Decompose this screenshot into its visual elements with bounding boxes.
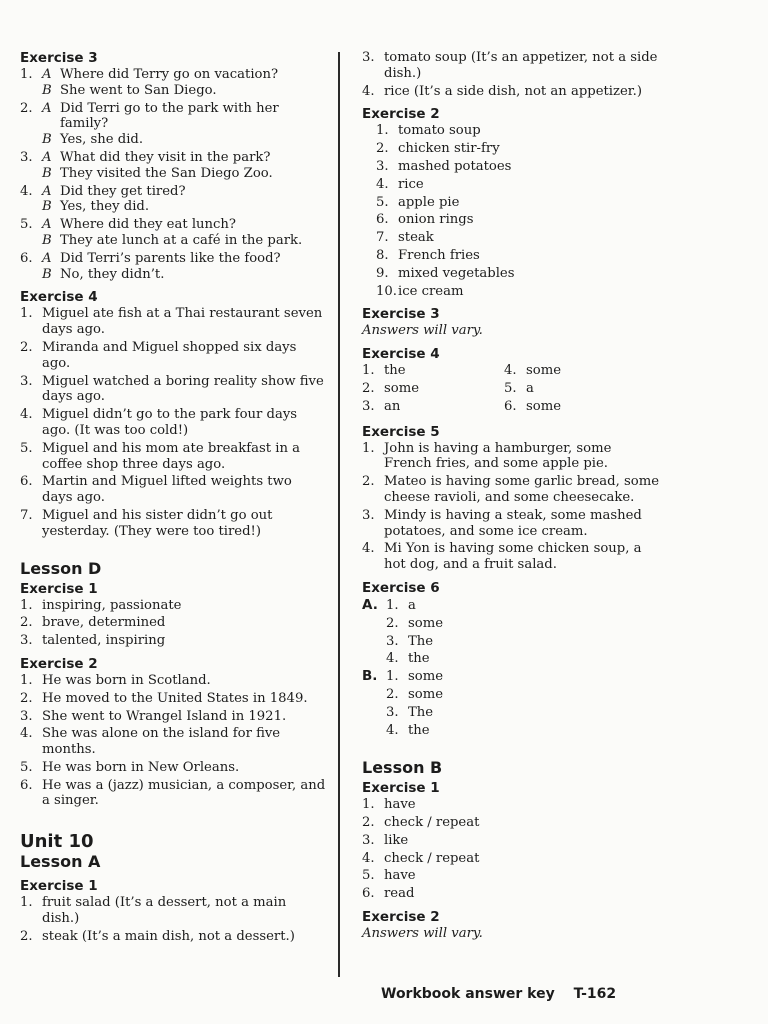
item-number: 6.: [376, 212, 389, 228]
item-text: Miguel and his mom ate breakfast in a coffee shop three days ago.: [42, 440, 300, 472]
item-text: Miguel didn’t go to the park four days ago. (It was too cold!): [42, 407, 298, 438]
question-text: What did they visit in the park?: [60, 149, 271, 165]
item-number: 3.: [386, 633, 399, 649]
list-item: [20, 633, 326, 649]
list-item: [362, 50, 662, 82]
item-number: 3.: [362, 507, 375, 523]
answer-list: [20, 598, 326, 649]
item-number: 1.: [20, 672, 33, 688]
dialog-item: [20, 184, 326, 216]
item-text: mashed potatoes: [398, 158, 512, 174]
answer-text: She went to San Diego.: [60, 82, 217, 98]
item-number: 5.: [20, 440, 33, 456]
answer-text: They visited the San Diego Zoo.: [60, 165, 273, 181]
exercise-4-section: [362, 346, 662, 416]
item-text: rice: [398, 176, 424, 192]
exercise-heading: Exercise 5: [362, 423, 440, 440]
list-item: [20, 508, 326, 540]
item-number: 3.: [20, 373, 33, 389]
dialog-item: [20, 101, 326, 148]
lesson-heading: Lesson A: [20, 852, 101, 872]
item-text: some: [408, 669, 444, 685]
item-number: 3.: [376, 158, 389, 174]
left-column: [20, 50, 326, 952]
group-letter: [362, 722, 386, 740]
answer-text: They ate lunch at a café in the park.: [60, 232, 303, 248]
item-text: Miguel ate fish at a Thai restaurant seven days ago.: [42, 306, 323, 338]
item-number: 1.: [386, 597, 399, 613]
item-number: 7.: [20, 507, 33, 523]
item-text: the: [408, 651, 430, 667]
item-text: brave, determined: [42, 615, 166, 631]
list-item: [362, 230, 662, 246]
lesson-b-exercise-2-section: [362, 909, 662, 942]
exercise-heading: Exercise 1: [20, 580, 98, 597]
group-letter: [362, 615, 386, 633]
question-text: Did they get tired?: [60, 183, 186, 199]
item-text: The: [408, 633, 434, 649]
item-number: 1.: [362, 797, 375, 813]
item-number: 1.: [376, 123, 389, 139]
list-item: [362, 248, 662, 264]
item-number: 2.: [20, 690, 33, 706]
item-number: 6.: [20, 250, 33, 266]
list-item: [20, 407, 326, 439]
dialog-body: [42, 251, 326, 283]
list-item: [20, 474, 326, 506]
item-number: 6.: [504, 398, 517, 414]
item-number: 2.: [20, 339, 33, 355]
exercise-3-section: [20, 50, 326, 282]
item-text: mixed vegetables: [398, 265, 515, 281]
column-divider: [338, 52, 340, 977]
unit-10-exercise-1-section: [20, 878, 326, 944]
page-number: T-162: [573, 986, 617, 1002]
item-number: 2.: [20, 100, 33, 116]
dialog-item: [20, 217, 326, 249]
line-b: [42, 267, 326, 283]
letter-group: [362, 597, 662, 668]
list-item: [362, 159, 662, 175]
page-footer: [381, 986, 630, 1002]
item-number: 8.: [376, 247, 389, 263]
line-a: [42, 251, 326, 267]
item-number: 3.: [362, 832, 375, 848]
line-b: [42, 233, 326, 249]
note-text: Answers will vary.: [362, 323, 483, 339]
speaker-b: B: [42, 266, 52, 282]
line-b: [42, 83, 326, 99]
exercise-heading: Exercise 2: [20, 655, 98, 672]
dialog-body: [42, 184, 326, 216]
list-item: [362, 722, 662, 740]
speaker-a: A: [42, 100, 52, 116]
item-number: 3.: [362, 50, 375, 65]
answer-text: Yes, she did.: [60, 132, 144, 148]
item-number: 5.: [20, 759, 33, 775]
item-text: She went to Wrangel Island in 1921.: [42, 708, 287, 724]
item-text: Mi Yon is having some chicken soup, a hot dog, and a fruit salad.: [384, 541, 642, 573]
item-number: 4.: [362, 541, 375, 557]
item-number: 1.: [20, 67, 33, 82]
item-text: ice cream: [398, 283, 464, 299]
dialog-body: [42, 150, 326, 182]
item-number: 1.: [20, 306, 33, 322]
line-b: [42, 199, 326, 215]
item-text: tomato soup (It’s an appetizer, not a side dish.): [384, 50, 658, 81]
list-item: [362, 474, 662, 506]
item-number: 4.: [20, 726, 33, 742]
line-a: [42, 184, 326, 200]
list-item: [20, 374, 326, 406]
speaker-b: B: [42, 82, 52, 98]
footer-label: Workbook answer key: [381, 986, 555, 1002]
exercise-heading: Exercise 3: [20, 50, 98, 66]
item-number: 2.: [376, 141, 389, 157]
item-number: 5.: [20, 217, 33, 233]
list-item: [362, 363, 502, 379]
speaker-b: B: [42, 165, 52, 181]
item-number: 1.: [362, 363, 375, 379]
item-text: onion rings: [398, 212, 474, 228]
line-b: [42, 166, 326, 182]
item-text: some: [408, 686, 444, 702]
item-text: talented, inspiring: [42, 633, 166, 649]
dialog-item: [20, 251, 326, 283]
list-item: [362, 141, 662, 157]
item-number: 1.: [20, 895, 33, 911]
item-number: 4.: [386, 651, 399, 667]
item-text: Mateo is having some garlic bread, some cheese ravioli, and some cheesecake.: [384, 474, 660, 505]
list-item: [362, 797, 662, 813]
item-text: He moved to the United States in 1849.: [42, 690, 308, 706]
lesson-heading: Lesson D: [20, 558, 102, 578]
list-item: [504, 363, 644, 379]
item-number: 9.: [376, 265, 389, 281]
item-number: 2.: [362, 380, 375, 396]
item-text: have: [384, 868, 416, 884]
item-text: John is having a hamburger, some French fries, and some apple pie.: [384, 440, 612, 472]
answer-list: [20, 306, 326, 539]
item-text: the: [384, 363, 406, 379]
right-column: [362, 50, 662, 949]
item-text: chicken stir-fry: [398, 141, 500, 157]
item-number: 5.: [376, 194, 389, 210]
question-text: Where did they eat lunch?: [60, 217, 236, 233]
item-number: 6.: [20, 777, 33, 793]
item-text: steak: [398, 230, 434, 246]
dialog-item: [20, 67, 326, 99]
exercise-heading: Exercise 6: [362, 579, 440, 596]
list-item: [362, 668, 662, 686]
item-text: Miguel watched a boring reality show five days ago.: [42, 373, 324, 405]
list-item: [362, 868, 662, 884]
list-item: [20, 691, 326, 707]
speaker-a: A: [42, 217, 52, 233]
item-number: 3.: [386, 704, 399, 720]
item-number: 2.: [386, 686, 399, 702]
line-a: [42, 150, 326, 166]
list-item: [362, 84, 662, 100]
dialog-body: [42, 67, 326, 99]
item-text: He was born in Scotland.: [42, 672, 211, 688]
item-number: 5.: [504, 380, 517, 396]
exercise-3-section: [362, 306, 662, 339]
list-item: [362, 195, 662, 211]
answer-text: No, they didn’t.: [60, 266, 165, 282]
item-number: 4.: [362, 850, 375, 866]
list-item: [362, 650, 662, 668]
exercise-heading: Exercise 4: [362, 346, 440, 363]
item-number: 2.: [362, 815, 375, 831]
list-item: [20, 726, 326, 758]
exercise-heading: Exercise 2: [362, 106, 440, 123]
item-text: Mindy is having a steak, some mashed potatoes, and some ice cream.: [384, 507, 642, 539]
list-item: [20, 709, 326, 725]
list-item: [362, 284, 662, 300]
list-item: [362, 833, 662, 849]
lesson-d-exercise-1-section: [20, 581, 326, 649]
list-item: [504, 399, 644, 415]
continued-list: [362, 50, 662, 99]
list-item: [362, 123, 662, 139]
list-item: [362, 597, 662, 615]
answer-grid: [362, 363, 662, 416]
item-number: 2.: [362, 474, 375, 490]
item-number: 4.: [504, 363, 517, 379]
letter-group: [362, 668, 662, 739]
list-item: [20, 598, 326, 614]
item-text: apple pie: [398, 194, 460, 210]
list-item: [362, 508, 662, 540]
item-number: 1.: [362, 440, 375, 456]
list-item: [362, 615, 662, 633]
list-item: [362, 541, 662, 573]
item-number: 4.: [362, 83, 375, 99]
item-text: some: [384, 380, 420, 396]
list-item: [20, 895, 326, 927]
item-text: like: [384, 832, 409, 848]
item-number: 3.: [362, 398, 375, 414]
list-item: [20, 615, 326, 631]
item-number: 3.: [20, 633, 33, 649]
exercise-5-section: [362, 424, 662, 573]
item-number: 6.: [20, 474, 33, 490]
lesson-heading: Lesson B: [362, 758, 443, 778]
list-item: [362, 266, 662, 282]
item-text: The: [408, 704, 434, 720]
exercise-4-section: [20, 289, 326, 539]
group-letter: [362, 633, 386, 651]
group-letter: A.: [362, 596, 378, 613]
item-number: 4.: [20, 183, 33, 199]
list-item: [362, 381, 502, 397]
list-item: [20, 340, 326, 372]
line-a: [42, 217, 326, 233]
answer-list: [362, 123, 662, 299]
group-letter: [362, 650, 386, 668]
exercise-heading: Exercise 4: [20, 289, 98, 306]
list-item: [504, 381, 644, 397]
group-letter: [362, 704, 386, 722]
speaker-b: B: [42, 232, 52, 248]
item-text: steak (It’s a main dish, not a dessert.): [42, 928, 295, 944]
item-text: an: [384, 398, 401, 414]
item-number: 4.: [376, 176, 389, 192]
item-text: check / repeat: [384, 850, 480, 866]
item-text: He was a (jazz) musician, a composer, and a singer.: [42, 777, 326, 809]
item-number: 4.: [386, 722, 399, 738]
speaker-a: A: [42, 149, 52, 165]
list-item: [362, 633, 662, 651]
list-item: [20, 778, 326, 810]
list-item: [362, 399, 502, 415]
item-text: rice (It’s a side dish, not an appetizer.): [384, 83, 642, 99]
speaker-a: A: [42, 67, 52, 82]
item-number: 2.: [386, 615, 399, 631]
list-item: [20, 441, 326, 473]
exercise-heading: Exercise 1: [20, 878, 98, 895]
list-item: [20, 673, 326, 689]
speaker-b: B: [42, 199, 52, 215]
item-number: 10.: [376, 283, 397, 299]
item-text: Miguel and his sister didn’t go out yesterday. (They were too tired!): [42, 507, 273, 539]
group-letter: B.: [362, 668, 378, 685]
answer-list: [20, 895, 326, 944]
item-text: some: [526, 398, 562, 414]
line-a: [42, 101, 326, 133]
item-text: French fries: [398, 247, 480, 263]
item-text: some: [526, 363, 562, 379]
speaker-a: A: [42, 183, 52, 199]
item-number: 1.: [20, 597, 33, 613]
letter-groups: [362, 597, 662, 739]
exercise-6-section: [362, 580, 662, 739]
list-item: [362, 704, 662, 722]
dialog-list: [20, 67, 326, 282]
item-number: 2.: [20, 615, 33, 631]
item-number: 3.: [20, 149, 33, 165]
answer-list: [362, 50, 662, 99]
speaker-b: B: [42, 132, 52, 148]
note-text: Answers will vary.: [362, 926, 483, 942]
exercise-heading: Exercise 1: [362, 780, 440, 797]
item-number: 3.: [20, 708, 33, 724]
unit-heading: Unit 10: [20, 831, 94, 853]
item-text: tomato soup: [398, 123, 481, 139]
item-number: 7.: [376, 230, 389, 246]
list-item: [20, 306, 326, 338]
item-text: the: [408, 722, 430, 738]
answer-list: [20, 673, 326, 809]
item-number: 1.: [386, 669, 399, 685]
item-text: read: [384, 886, 415, 902]
list-item: [362, 815, 662, 831]
line-b: [42, 132, 326, 148]
item-text: He was born in New Orleans.: [42, 759, 240, 775]
item-number: 5.: [362, 868, 375, 884]
list-item: [20, 760, 326, 776]
group-letter: [362, 686, 386, 704]
item-text: Miranda and Miguel shopped six days ago.: [42, 339, 297, 371]
list-item: [362, 886, 662, 902]
list-item: [362, 177, 662, 193]
list-item: [362, 441, 662, 473]
item-text: She was alone on the island for five months.: [42, 726, 281, 758]
item-text: a: [408, 597, 416, 613]
list-item: [20, 929, 326, 945]
exercise-heading: Exercise 3: [362, 306, 440, 323]
item-text: check / repeat: [384, 815, 480, 831]
item-text: have: [384, 797, 416, 813]
item-text: a: [526, 380, 534, 396]
dialog-body: [42, 217, 326, 249]
answer-list: [362, 441, 662, 573]
list-item: [362, 851, 662, 867]
line-a: [42, 67, 326, 83]
list-item: [362, 212, 662, 228]
lesson-d-exercise-2-section: [20, 656, 326, 809]
item-number: 4.: [20, 407, 33, 423]
speaker-a: A: [42, 250, 52, 266]
item-number: 6.: [362, 886, 375, 902]
answer-text: Yes, they did.: [60, 199, 150, 215]
exercise-2-section: [362, 106, 662, 299]
list-item: [362, 686, 662, 704]
item-text: Martin and Miguel lifted weights two days ago.: [42, 474, 292, 506]
item-text: fruit salad (It’s a dessert, not a main dish.): [42, 895, 287, 927]
question-text: Did Terri’s parents like the food?: [60, 250, 281, 266]
item-number: 2.: [20, 928, 33, 944]
item-text: some: [408, 615, 444, 631]
exercise-heading: Exercise 2: [362, 909, 440, 926]
question-text: Did Terri go to the park with her family?: [60, 100, 279, 132]
dialog-item: [20, 150, 326, 182]
answer-list: [362, 797, 662, 902]
dialog-body: [42, 101, 326, 148]
item-text: inspiring, passionate: [42, 597, 182, 613]
question-text: Where did Terry go on vacation?: [60, 67, 279, 82]
lesson-b-exercise-1-section: [362, 780, 662, 902]
